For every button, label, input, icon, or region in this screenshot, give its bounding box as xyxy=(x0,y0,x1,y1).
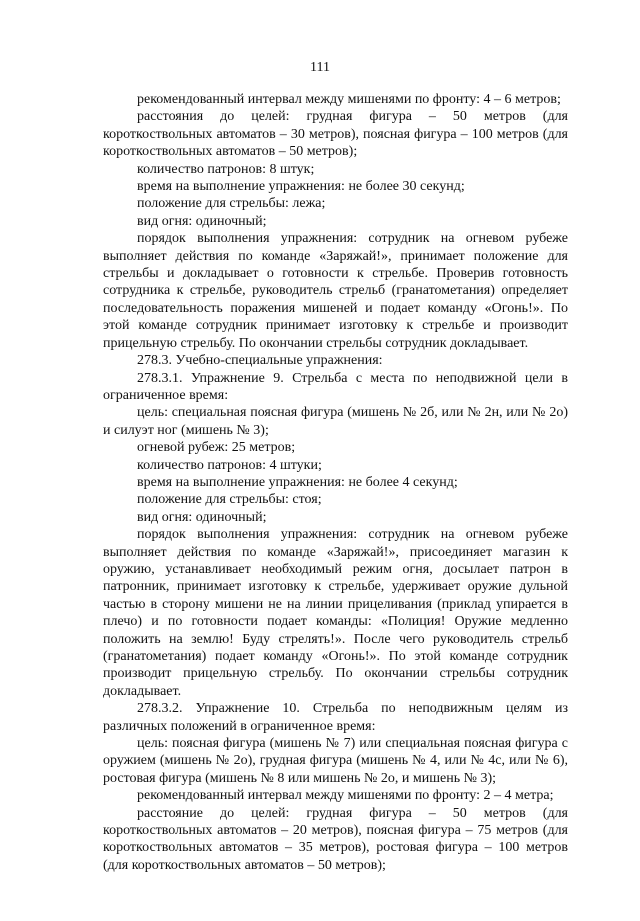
section-heading: 278.3. Учебно-специальные упражнения: xyxy=(137,353,383,369)
exercise-heading: 278.3.1. Упражнение 9. Стрельба с места по неподвижной цели в ограниченное время: xyxy=(103,370,568,403)
paragraph: огневой рубеж: 25 метров; xyxy=(137,440,296,456)
paragraph: рекомендованный интервал между мишенями по фронту: 4 – 6 метров; xyxy=(137,92,561,107)
paragraph: время на выполнение упражнения: не более 4 секунд; xyxy=(137,474,458,490)
paragraph: положение для стрельбы: лежа; xyxy=(137,196,326,212)
paragraph: количество патронов: 4 штуки; xyxy=(137,457,322,473)
exercise-heading: 278.3.2. Упражнение 10. Стрельба по неподвижным целям из различных положений в ограниченное время: xyxy=(103,701,568,734)
paragraph: вид огня: одиночный; xyxy=(137,509,267,525)
paragraph: порядок выполнения упражнения: сотрудник на огневом рубеже выполняет действия по команде «Заряжай!», принимает положение для стрельбы и докладывает о готовности к стрельбе. Проверив готовность сотрудника к стрельбе, руководитель стрельб (гранатометания) определяет последовательность поражения мишеней и подает команду «Огонь!». По этой команде сотрудник принимает изготовку к стрельбе и производит прицельную стрельбу. По окончании стрельбы сотрудник докладывает. xyxy=(103,231,568,351)
paragraph: порядок выполнения упражнения: сотрудник на огневом рубеже выполняет действия по команде «Заряжай!», присоединяет магазин к оружию, устанавливает необходимый режим огня, досылает патрон в патронник, принимает изготовку к стрельбе, удерживает оружие дульной частью в сторону мишени не на линии прицеливания (приклад упирается в плечо) и по готовности подает команды: «Полиция! Оружие медленно положить на землю! Буду стрелять!». После чего руководитель стрельб (гранатометания) подает команду «Огонь!». По этой команде сотрудник производит прицельную стрельбу. По окончании стрельбы сотрудник докладывает. xyxy=(103,527,568,699)
paragraph: вид огня: одиночный; xyxy=(137,213,267,229)
document-body xyxy=(103,91,568,874)
paragraph: количество патронов: 8 штук; xyxy=(137,161,315,177)
paragraph: расстояния до целей: грудная фигура – 50 метров (для короткоствольных автоматов – 30 метров), поясная фигура – 100 метров (для короткоствольных автоматов – 50 метров); xyxy=(103,109,568,160)
page-number: 111 xyxy=(310,60,330,75)
paragraph: положение для стрельбы: стоя; xyxy=(137,492,322,508)
paragraph: цель: специальная поясная фигура (мишень № 2б, или № 2н, или № 2о) и силуэт ног (мишень № 3); xyxy=(103,405,568,438)
paragraph: цель: поясная фигура (мишень № 7) или специальная поясная фигура с оружием (мишень № 2о), грудная фигура (мишень № 4, или № 4с, или № 6), ростовая фигура (мишень № 8 или мишень № 2о, и мишень № 3); xyxy=(103,736,568,786)
paragraph: расстояние до целей: грудная фигура – 50 метров (для короткоствольных автоматов – 20 метров), поясная фигура – 75 метров (для короткоствольных автоматов – 35 метров), ростовая фигура – 100 метров (для короткоствольных автоматов – 50 метров); xyxy=(103,805,568,873)
paragraph: время на выполнение упражнения: не более 30 секунд; xyxy=(137,179,465,195)
paragraph: рекомендованный интервал между мишенями по фронту: 2 – 4 метра; xyxy=(137,788,554,804)
